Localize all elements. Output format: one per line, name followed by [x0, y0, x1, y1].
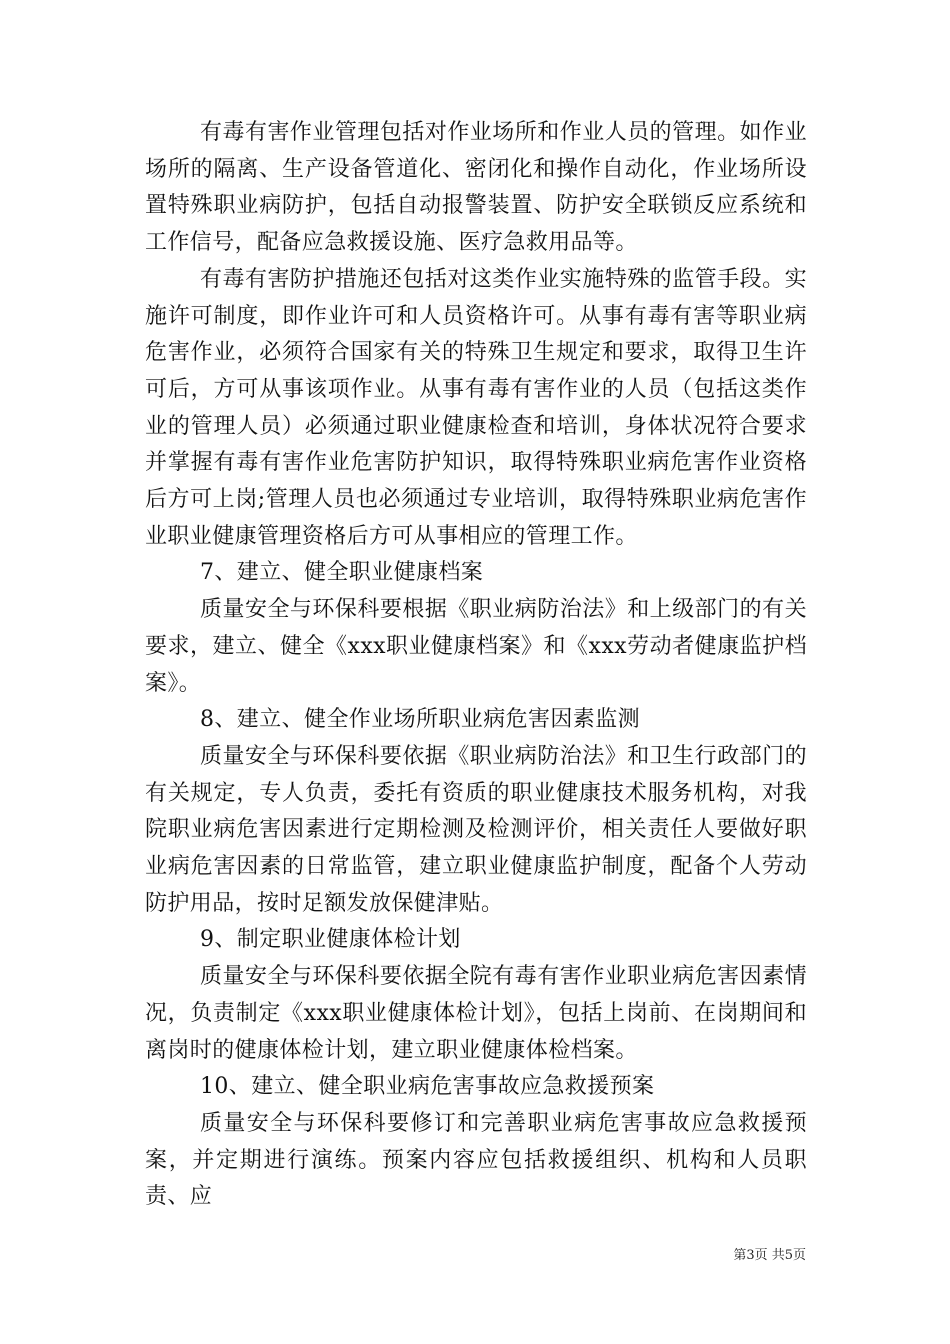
- document-body: [145, 115, 807, 1216]
- section-heading-9: 9、制定职业健康体检计划: [200, 927, 461, 953]
- paragraph-section-8: 质量安全与环保科要依据《职业病防治法》和卫生行政部门的有关规定，专人负责，委托有资质的职业健康技术服务机构，对我院职业病危害因素进行定期检测及检测评价，相关责任人要做好职业病危害因素的日常监管，建立职业健康监护制度，配备个人劳动防护用品，按时足额发放保健津贴。: [145, 743, 807, 916]
- section-heading-10: 10、建立、健全职业病危害事故应急救援预案: [200, 1074, 655, 1100]
- page-number: 第3页 共5页: [733, 1248, 806, 1263]
- paragraph-toxic-work-management: 有毒有害作业管理包括对作业场所和作业人员的管理。如作业场所的隔离、生产设备管道化、密闭化和操作自动化，作业场所设置特殊职业病防护，包括自动报警装置、防护安全联锁反应系统和工作信号，配备应急救援设施、医疗急救用品等。: [145, 120, 807, 256]
- paragraph-section-10: 质量安全与环保科要修订和完善职业病危害事故应急救援预案，并定期进行演练。预案内容应包括救援组织、机构和人员职责、应: [145, 1110, 807, 1210]
- paragraph-section-7: 质量安全与环保科要根据《职业病防治法》和上级部门的有关要求，建立、健全《xxx职业健康档案》和《xxx劳动者健康监护档案》。: [145, 597, 807, 696]
- section-heading-7: 7、建立、健全职业健康档案: [200, 560, 484, 586]
- section-heading-8: 8、建立、健全作业场所职业病危害因素监测: [200, 707, 640, 733]
- paragraph-section-9: 质量安全与环保科要依据全院有毒有害作业职业病危害因素情况，负责制定《xxx职业健康体检计划》，包括上岗前、在岗期间和离岗时的健康体检计划，建立职业健康体检档案。: [145, 964, 807, 1063]
- paragraph-protective-measures: 有毒有害防护措施还包括对这类作业实施特殊的监管手段。实施许可制度，即作业许可和人员资格许可。从事有毒有害等职业病危害作业，必须符合国家有关的特殊卫生规定和要求，取得卫生许可后，方可从事该项作业。从事有毒有害作业的人员（包括这类作业的管理人员）必须通过职业健康检查和培训，身体状况符合要求并掌握有毒有害作业危害防护知识，取得特殊职业病危害作业资格后方可上岗;管理人员也必须通过专业培训，取得特殊职业病危害作业职业健康管理资格后方可从事相应的管理工作。: [145, 266, 807, 549]
